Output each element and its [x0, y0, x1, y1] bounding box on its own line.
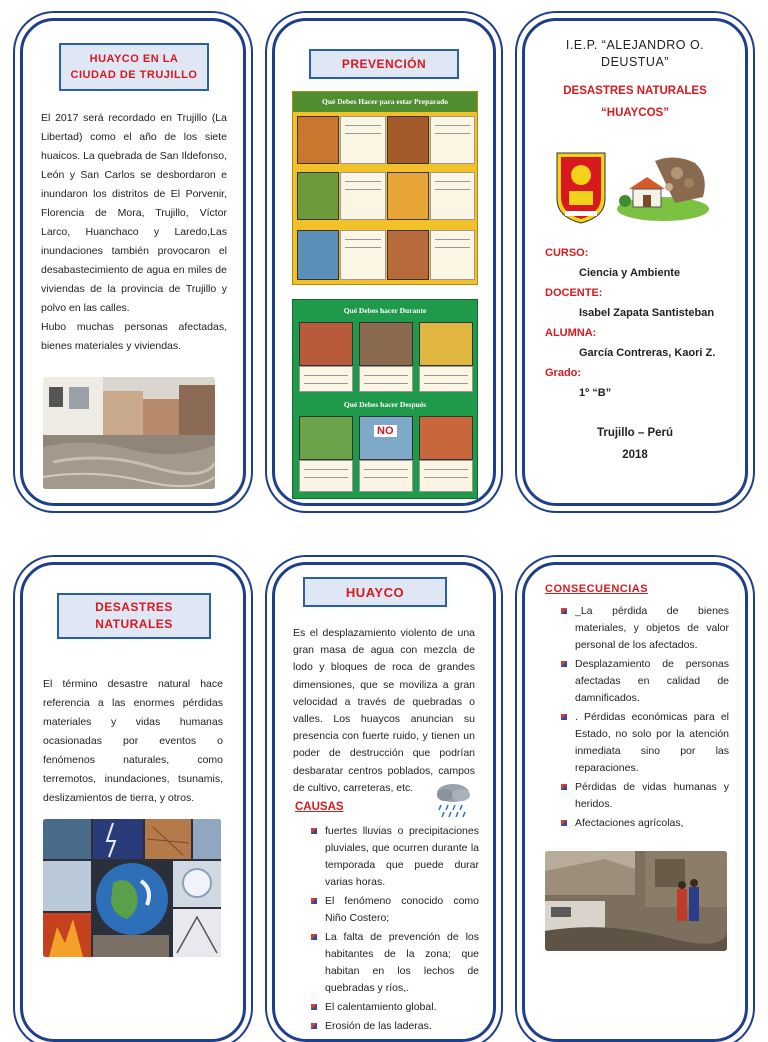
- poster-caption: [430, 172, 475, 220]
- huayco-trujillo-text: [41, 109, 227, 356]
- huayco-title: HUAYCO: [303, 577, 447, 607]
- causas-list: [311, 823, 479, 1037]
- illustration: [359, 322, 413, 366]
- school-name: I.E.P. “ALEJANDRO O. DEUSTUA”: [565, 38, 705, 69]
- illustration: [387, 230, 429, 280]
- list-item: El calentamiento global.: [311, 999, 479, 1016]
- poster-caption: [419, 366, 473, 392]
- panel-huayco: [272, 562, 496, 1042]
- grado-label: Grado:: [545, 367, 582, 379]
- panel-consecuencias: [522, 562, 748, 1042]
- poster-caption: [430, 116, 475, 164]
- poster-caption: [299, 460, 353, 492]
- paragraph: Hubo muchas personas afectadas, bienes materiales y viviendas.: [41, 321, 227, 352]
- panel-desastres-naturales: [20, 562, 246, 1042]
- illustration: [299, 416, 353, 460]
- consecuencias-title: CONSECUENCIAS: [545, 583, 649, 595]
- curso-value: Ciencia y Ambiente: [579, 267, 681, 279]
- list-item: El fenómeno conocido como Niño Costero;: [311, 893, 479, 927]
- paragraph: El 2017 será recordado en Trujillo (La Libertad) como el año de los siete huaicos. La quebrada de San Ildefonso, León y San Carlos se desbordaron e inundaron los distritos de El Porvenir, Florencia de Mora, Trujillo, Víctor Larco, Huanchaco y Laredo,Las inundaciones también provocaron el desabastecimiento de agua en miles de viviendas de la provincia de Trujillo y polvo en las calles.: [41, 112, 227, 314]
- huayco-trujillo-title: HUAYCO EN LA CIUDAD DE TRUJILLO: [59, 43, 209, 91]
- list-item: Desplazamiento de personas afectadas en calidad de damnificados.: [561, 656, 729, 707]
- topic-subtitle: “HUAYCOS”: [601, 107, 669, 119]
- list-item: Erosión de las laderas.: [311, 1018, 479, 1035]
- natural-disasters-collage: [43, 819, 221, 957]
- list-item: La falta de prevención de los habitantes de la zona; que habitan en los lechos de quebradas y ríos,.: [311, 929, 479, 997]
- flooded-street-photo: [43, 377, 215, 489]
- huayco-house-clipart: [615, 153, 711, 223]
- illustration: [299, 322, 353, 366]
- poster-caption: [430, 230, 475, 280]
- illustration: [419, 416, 473, 460]
- huayco-definition: Es el desplazamiento violento de una gran masa de agua con mezcla de lodo y bloques de roca de grandes dimensiones, que se moviliza a gran velocidad a través de quebradas o valles. Los huaycos anuncian su presencia con fuerte ruido, y tienen un poder de destrucción que podrían desbaratar centros poblados, campos de cultivo, carreteras, etc.: [293, 627, 475, 794]
- list-item: Pérdidas de vidas humanas y heridos.: [561, 779, 729, 813]
- poster-durante-despues: [292, 299, 478, 499]
- illustration: [297, 230, 339, 280]
- curso-label: CURSO:: [545, 247, 589, 259]
- place: Trujillo – Perú: [596, 427, 674, 439]
- topic-title: DESASTRES NATURALES: [563, 85, 707, 97]
- poster-caption: [299, 366, 353, 392]
- causas-label: CAUSAS: [295, 801, 344, 813]
- docente-label: DOCENTE:: [545, 287, 603, 299]
- list-item: . Pérdidas económicas para el Estado, no solo por la atención inmediata sino por las reparaciones.: [561, 709, 729, 777]
- illustration: [387, 172, 429, 220]
- no-sign: NO: [374, 425, 397, 437]
- illustration: [297, 116, 339, 164]
- alumna-label: ALUMNA:: [545, 327, 597, 339]
- panel-huayco-trujillo: [20, 18, 246, 506]
- desastres-text: El término desastre natural hace referencia a las enormes pérdidas materiales y vidas humanas ocasionadas por eventos o fenómenos naturales, como terremotos, inundaciones, tsunamis, deslizamientos de tierra, y otros.: [43, 678, 223, 804]
- docente-value: Isabel Zapata Santisteban: [579, 307, 715, 319]
- poster-caption: [359, 366, 413, 392]
- damaged-houses-photo: [545, 851, 727, 951]
- year: 2018: [622, 449, 648, 461]
- poster-preparado: [292, 91, 478, 285]
- grado-value: 1º “B”: [579, 387, 612, 399]
- poster-caption: [340, 116, 386, 164]
- illustration: [297, 172, 339, 220]
- poster-preparado-title: Qué Debes Hacer para estar Preparado: [293, 92, 477, 112]
- poster-despues-title: Qué Debes hacer Después: [343, 400, 427, 409]
- panel-prevencion: [272, 18, 496, 506]
- list-item: fuertes lluvias o precipitaciones pluviales, que ocurren durante la temporada que puede durar varias horas.: [311, 823, 479, 891]
- consecuencias-list: [561, 603, 729, 834]
- desastres-title: DESASTRES NATURALES: [57, 593, 211, 639]
- illustration: [387, 116, 429, 164]
- rain-cloud-icon: [433, 781, 473, 819]
- poster-caption: [340, 172, 386, 220]
- poster-caption: [340, 230, 386, 280]
- illustration: [359, 416, 413, 460]
- list-item: Afectaciones agrícolas,: [561, 815, 729, 832]
- school-crest-logo: [555, 149, 607, 225]
- poster-caption: [359, 460, 413, 492]
- prevencion-title: PREVENCIÓN: [309, 49, 459, 79]
- list-item: _La pérdida de bienes materiales, y objetos de valor personal de los afectados.: [561, 603, 729, 654]
- poster-durante-title: Qué Debes hacer Durante: [343, 306, 427, 315]
- alumna-value: García Contreras, Kaori Z.: [579, 347, 716, 359]
- panel-cover: [522, 18, 748, 506]
- illustration: [419, 322, 473, 366]
- poster-caption: [419, 460, 473, 492]
